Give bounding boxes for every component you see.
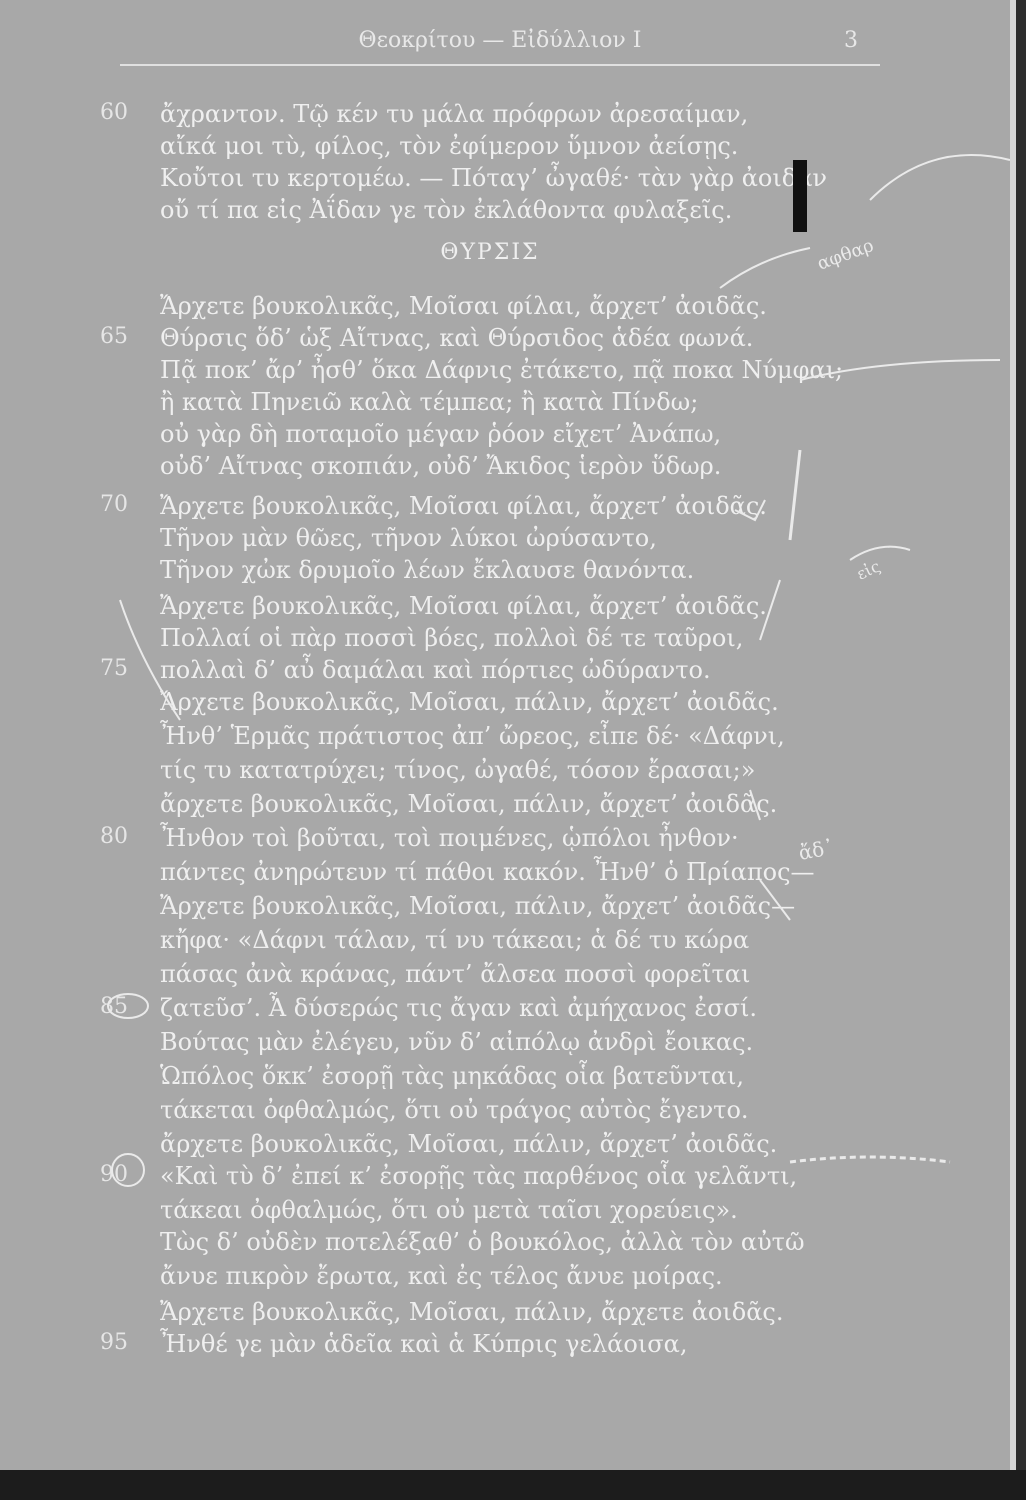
verse-text: Βούτας μὰν ἐλέγευ, νῦν δ’ αἰπόλῳ ἀνδρὶ ἔοικας. — [160, 1028, 754, 1056]
verse-line — [0, 1196, 1000, 1226]
verse-text: Τῆνον χὠκ δρυμοῖο λέων ἔκλαυσε θανόντα. — [160, 556, 695, 584]
verse-line — [0, 100, 1000, 130]
handwriting-note: αφθαρ — [814, 235, 877, 275]
verse-line — [0, 292, 1000, 322]
line-number: 70 — [100, 492, 128, 517]
verse-text: ἢ κατὰ Πηνειῶ καλὰ τέμπεα; ἢ κατὰ Πίνδω; — [160, 388, 699, 416]
verse-text: Ἄρχετε βουκολικᾶς, Μοῖσαι, πάλιν, ἄρχετ’ ἀοιδᾶς— — [160, 892, 796, 920]
verse-text: Ἄρχετε βουκολικᾶς, Μοῖσαι, πάλιν, ἄρχετ’ ἀοιδᾶς. — [160, 688, 779, 716]
verse-line — [0, 688, 1000, 718]
section-title: ΘΥΡΣΙΣ — [440, 240, 540, 265]
verse-line — [0, 1330, 1000, 1360]
verse-text: Τὼς δ’ οὐδὲν ποτελέξαθ’ ὁ βουκόλος, ἀλλὰ τὸν αὐτῶ — [160, 1228, 805, 1256]
handwriting-note: ἄδ᾽ — [796, 835, 836, 865]
verse-line — [0, 756, 1000, 786]
verse-text: ζατεῦσ’. Ἆ δύσερώς τις ἄγαν καὶ ἀμήχανος ἐσσί. — [160, 994, 758, 1022]
verse-line — [0, 452, 1000, 482]
running-title: Θεοκρίτου — Εἰδύλλιον Ι — [358, 28, 642, 53]
verse-text: Ἄρχετε βουκολικᾶς, Μοῖσαι φίλαι, ἄρχετ’ ἀοιδᾶς. — [160, 492, 767, 520]
verse-line — [0, 1096, 1000, 1126]
verse-line — [0, 858, 1000, 888]
scan-border — [0, 1470, 1026, 1500]
verse-text: πολλαὶ δ’ αὖ δαμάλαι καὶ πόρτιες ὠδύραντο. — [160, 656, 711, 684]
verse-line — [0, 1298, 1000, 1328]
verse-text: «Καὶ τὺ δ’ ἐπεί κ’ ἐσορῇς τὰς παρθένος οἷα γελᾶντι, — [160, 1162, 798, 1190]
verse-text: ἄνυε πικρὸν ἔρωτα, καὶ ἐς τέλος ἄνυε μοίρας. — [160, 1262, 723, 1290]
verse-text: Θύρσις ὅδ’ ὡξ Αἴτνας, καὶ Θύρσιδος ἁδέα φωνά. — [160, 324, 754, 352]
verse-line — [0, 1162, 1000, 1192]
verse-text: ἄρχετε βουκολικᾶς, Μοῖσαι, πάλιν, ἄρχετ’ ἀοιδᾶς. — [160, 790, 778, 818]
verse-line — [0, 492, 1000, 522]
verse-line — [0, 1130, 1000, 1160]
verse-line — [0, 892, 1000, 922]
verse-line — [0, 994, 1000, 1024]
page-number: 3 — [844, 28, 858, 53]
verse-line — [0, 196, 1000, 226]
line-number: 60 — [100, 100, 128, 125]
verse-text: τάκεται ὀφθαλμώς, ὅτι οὐ τράγος αὐτὸς ἔγεντο. — [160, 1096, 749, 1124]
verse-text: Ἦνθέ γε μὰν ἁδεῖα καὶ ἁ Κύπρις γελάοισα, — [160, 1330, 688, 1358]
verse-line — [0, 132, 1000, 162]
verse-text: κἤφα· «Δάφνι τάλαν, τί νυ τάκεαι; ἁ δέ τυ κώρα — [160, 926, 750, 954]
verse-line — [0, 656, 1000, 686]
verse-text: Τῆνον μὰν θῶες, τῆνον λύκοι ὠρύσαντο, — [160, 524, 657, 552]
line-number: 90 — [100, 1162, 128, 1187]
verse-text: οὔ τί πα εἰς Ἀΐδαν γε τὸν ἐκλάθοντα φυλαξεῖς. — [160, 196, 733, 224]
verse-line — [0, 1062, 1000, 1092]
verse-line — [0, 722, 1000, 752]
verse-line — [0, 960, 1000, 990]
line-number: 95 — [100, 1330, 128, 1355]
verse-text: Πᾷ ποκ’ ἄρ’ ἦσθ’ ὅκα Δάφνις ἐτάκετο, πᾷ ποκα Νύμφαι; — [160, 356, 844, 384]
verse-line — [0, 356, 1000, 386]
verse-line — [0, 524, 1000, 554]
verse-line — [0, 420, 1000, 450]
verse-line — [0, 926, 1000, 956]
line-number: 65 — [100, 324, 128, 349]
verse-text: Ἄρχετε βουκολικᾶς, Μοῖσαι, πάλιν, ἄρχετε ἀοιδᾶς. — [160, 1298, 784, 1326]
handwriting-note: εἰς — [853, 556, 884, 584]
verse-text: Ἦνθ’ Ἑρμᾶς πράτιστος ἀπ’ ὤρεος, εἶπε δέ· «Δάφνι, — [160, 722, 785, 750]
verse-line — [0, 164, 1000, 194]
verse-line — [0, 324, 1000, 354]
verse-line — [0, 388, 1000, 418]
line-number: 85 — [100, 994, 128, 1019]
verse-text: οὐ γὰρ δὴ ποταμοῖο μέγαν ῥόον εἴχετ’ Ἀνάπω, — [160, 420, 722, 448]
verse-line — [0, 624, 1000, 654]
verse-text: τίς τυ κατατρύχει; τίνος, ὠγαθέ, τόσον ἔρασαι;» — [160, 756, 756, 784]
verse-line — [0, 824, 1000, 854]
verse-text: Ἄρχετε βουκολικᾶς, Μοῖσαι φίλαι, ἄρχετ’ ἀοιδᾶς. — [160, 592, 767, 620]
verse-line — [0, 1028, 1000, 1058]
verse-line — [0, 592, 1000, 622]
verse-text: ἄρχετε βουκολικᾶς, Μοῖσαι, πάλιν, ἄρχετ’ ἀοιδᾶς. — [160, 1130, 778, 1158]
verse-text: αἴκά μοι τὺ, φίλος, τὸν ἐφίμερον ὕμνον ἀείσῃς. — [160, 132, 739, 160]
verse-line — [0, 556, 1000, 586]
verse-text: πάσας ἀνὰ κράνας, πάντ’ ἄλσεα ποσσὶ φορεῖται — [160, 960, 751, 988]
verse-text: ἄχραντον. Τῷ κέν τυ μάλα πρόφρων ἀρεσαίμαν, — [160, 100, 749, 128]
header-rule — [120, 64, 880, 66]
verse-text: Ἄρχετε βουκολικᾶς, Μοῖσαι φίλαι, ἄρχετ’ ἀοιδᾶς. — [160, 292, 767, 320]
verse-text: Ὡπόλος ὅκκ’ ἐσορῇ τὰς μηκάδας οἷα βατεῦνται, — [160, 1062, 745, 1090]
line-number: 80 — [100, 824, 128, 849]
verse-text: τάκεαι ὀφθαλμώς, ὅτι οὐ μετὰ ταῖσι χορεύεις». — [160, 1196, 738, 1224]
pencil-stroke — [720, 248, 810, 288]
verse-text: πάντες ἀνηρώτευν τί πάθοι κακόν. Ἦνθ’ ὁ Πρίαπος— — [160, 858, 815, 886]
verse-text: Κοὔτοι τυ κερτομέω. — Πόταγ’ ὦγαθέ· τὰν γὰρ ἀοιδὰν — [160, 164, 828, 192]
verse-text: Ἦνθον τοὶ βοῦται, τοὶ ποιμένες, ᾡπόλοι ἦνθον· — [160, 824, 739, 852]
verse-text: οὐδ’ Αἴτνας σκοπιάν, οὐδ’ Ἄκιδος ἱερὸν ὕδωρ. — [160, 452, 722, 480]
line-number: 75 — [100, 656, 128, 681]
verse-line — [0, 790, 1000, 820]
verse-text: Πολλαί οἱ πὰρ ποσσὶ βόες, πολλοὶ δέ τε ταῦροι, — [160, 624, 744, 652]
verse-line — [0, 1262, 1000, 1292]
verse-line — [0, 1228, 1000, 1258]
